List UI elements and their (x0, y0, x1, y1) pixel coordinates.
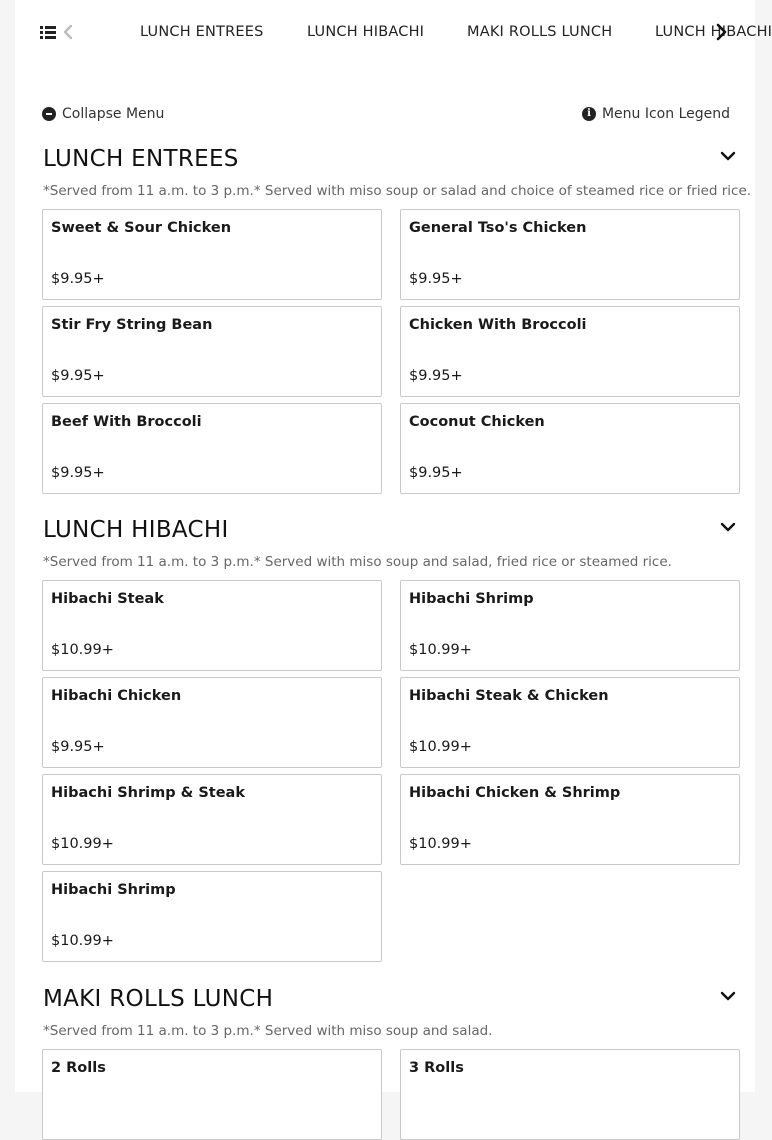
category-tab[interactable]: LUNCH HIBACHI (655, 24, 772, 40)
menu-item-price: $9.95+ (409, 465, 463, 481)
menu-item-name: Hibachi Chicken & Shrimp (409, 785, 621, 801)
menu-item-card[interactable] (42, 1049, 382, 1140)
minus-circle-icon (42, 107, 56, 121)
category-tab[interactable]: MAKI ROLLS LUNCH (467, 24, 613, 40)
menu-item-name: Stir Fry String Bean (51, 317, 213, 333)
collapse-menu-label: Collapse Menu (62, 106, 165, 122)
menu-icon-legend-button[interactable] (582, 106, 730, 122)
menu-item-card[interactable] (42, 677, 382, 768)
menu-item-card[interactable] (400, 403, 740, 494)
menu-item-card[interactable] (400, 306, 740, 397)
chevron-down-icon[interactable] (720, 150, 736, 162)
menu-item-name: 3 Rolls (409, 1060, 464, 1076)
menu-item-card[interactable] (400, 1049, 740, 1140)
chevron-down-icon[interactable] (720, 990, 736, 1002)
menu-item-name: Sweet & Sour Chicken (51, 220, 232, 236)
menu-item-price: $10.99+ (51, 933, 114, 949)
menu-item-card[interactable] (400, 209, 740, 300)
list-icon[interactable] (40, 24, 56, 40)
menu-page (15, 0, 772, 1092)
menu-item-price: $9.95+ (51, 271, 105, 287)
category-tab[interactable]: LUNCH ENTREES (140, 24, 264, 40)
menu-item-price: $9.95+ (51, 368, 105, 384)
menu-item-card[interactable] (400, 580, 740, 671)
menu-item-card[interactable] (400, 774, 740, 865)
section-title: LUNCH ENTREES (43, 146, 239, 172)
menu-item-price: $9.95+ (51, 739, 105, 755)
menu-item-name: Hibachi Shrimp (409, 591, 534, 607)
menu-item-name: Hibachi Chicken (51, 688, 182, 704)
info-icon: i (582, 107, 596, 121)
category-tabs (101, 0, 772, 66)
section-description: *Served from 11 a.m. to 3 p.m.* Served with miso soup or salad and choice of steamed rice or fried rice. (43, 183, 752, 199)
menu-icon-legend-label: Menu Icon Legend (601, 106, 730, 122)
menu-item-card[interactable] (42, 306, 382, 397)
chevron-right-icon[interactable] (714, 23, 728, 41)
menu-item-name: Beef With Broccoli (51, 414, 202, 430)
menu-item-price: $10.99+ (409, 642, 472, 658)
menu-item-name: Coconut Chicken (409, 414, 545, 430)
menu-item-price: $10.99+ (51, 836, 114, 852)
menu-item-card[interactable] (42, 209, 382, 300)
menu-item-name: General Tso's Chicken (409, 220, 587, 236)
menu-item-price: $10.99+ (51, 642, 114, 658)
menu-item-price: $9.95+ (409, 271, 463, 287)
section-title: LUNCH HIBACHI (43, 517, 229, 543)
menu-item-name: Hibachi Steak & Chicken (409, 688, 609, 704)
menu-item-price: $10.99+ (409, 836, 472, 852)
section-description: *Served from 11 a.m. to 3 p.m.* Served with miso soup and salad, fried rice or steamed rice. (43, 554, 672, 570)
menu-item-name: Chicken With Broccoli (409, 317, 587, 333)
section-title: MAKI ROLLS LUNCH (43, 986, 274, 1012)
menu-item-card[interactable] (42, 774, 382, 865)
menu-item-name: Hibachi Steak (51, 591, 164, 607)
menu-item-price: $9.95+ (409, 368, 463, 384)
category-nav (15, 0, 772, 66)
category-tab[interactable]: LUNCH HIBACHI (307, 24, 425, 40)
chevron-left-icon[interactable] (62, 24, 74, 40)
collapse-menu-button[interactable] (42, 106, 164, 122)
menu-item-price: $10.99+ (409, 739, 472, 755)
menu-item-name: Hibachi Shrimp & Steak (51, 785, 245, 801)
chevron-down-icon[interactable] (720, 521, 736, 533)
section-description: *Served from 11 a.m. to 3 p.m.* Served with miso soup and salad. (43, 1023, 493, 1039)
menu-item-card[interactable] (42, 580, 382, 671)
menu-item-name: 2 Rolls (51, 1060, 106, 1076)
menu-item-card[interactable] (42, 871, 382, 962)
menu-item-card[interactable] (42, 403, 382, 494)
menu-item-price: $9.95+ (51, 465, 105, 481)
menu-item-name: Hibachi Shrimp (51, 882, 176, 898)
menu-item-card[interactable] (400, 677, 740, 768)
